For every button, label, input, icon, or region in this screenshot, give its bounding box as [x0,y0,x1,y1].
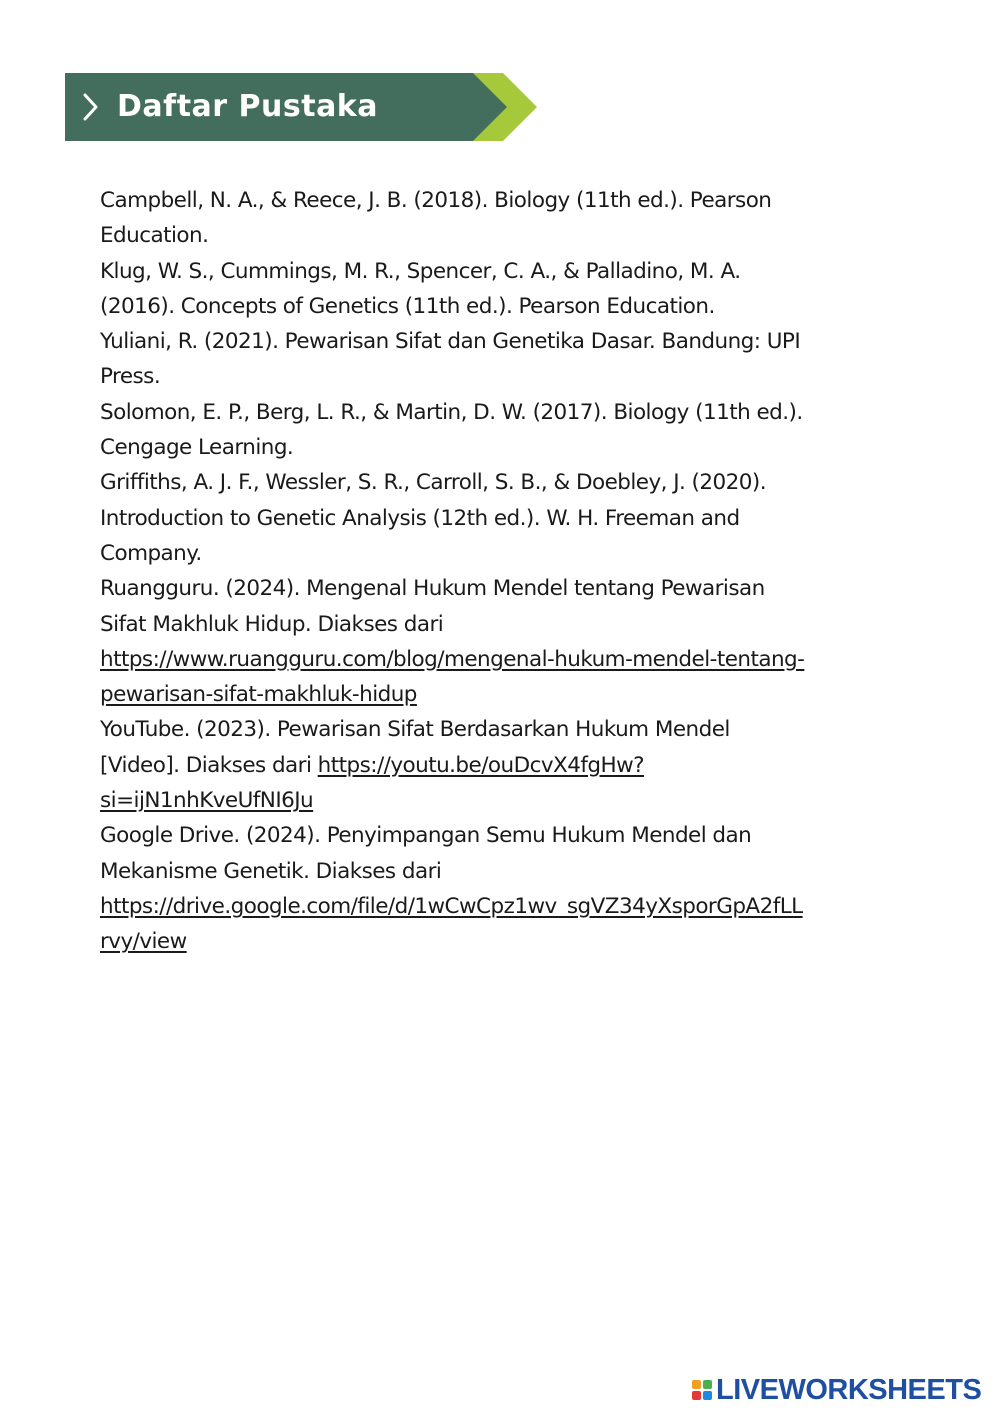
reference-line [100,183,900,218]
reference-text: Klug, W. S., Cummings, M. R., Spencer, C. A., & Palladino, M. A. [100,258,741,284]
reference-item [100,571,900,712]
reference-line [100,359,900,394]
reference-line [100,924,900,959]
reference-line [100,748,900,783]
liveworksheets-logo-icon [692,1380,712,1400]
reference-line [100,783,900,818]
brand-name: LIVEWORKSHEETS [716,1374,982,1406]
reference-text: Sifat Makhluk Hidup. Diakses dari [100,611,444,637]
reference-link[interactable]: si=ijN1nhKveUfNI6Ju [100,788,314,814]
reference-link[interactable]: pewarisan-sifat-makhluk-hidup [100,682,417,708]
reference-text: Yuliani, R. (2021). Pewarisan Sifat dan Genetika Dasar. Bandung: UPI [100,329,801,355]
page-title: Daftar Pustaka [117,89,379,124]
reference-text: [Video]. Diakses dari [100,752,318,778]
reference-text: (2016). Concepts of Genetics (11th ed.). Pearson Education. [100,293,715,319]
reference-text: Company. [100,540,202,566]
reference-line [100,642,900,677]
reference-item [100,465,900,571]
reference-line [100,254,900,289]
reference-text: Google Drive. (2024). Penyimpangan Semu Hukum Mendel dan [100,823,752,849]
reference-line [100,854,900,889]
reference-item [100,818,900,959]
reference-item [100,254,900,325]
chevron-right-icon [80,92,100,122]
reference-text: Education. [100,223,209,249]
reference-line [100,430,900,465]
reference-text: Campbell, N. A., & Reece, J. B. (2018). Biology (11th ed.). Pearson [100,188,772,213]
reference-line [100,465,900,500]
reference-line [100,818,900,853]
reference-text: Ruangguru. (2024). Mengenal Hukum Mendel tentang Pewarisan [100,576,765,602]
reference-line [100,536,900,571]
reference-text: Mekanisme Genetik. Diakses dari [100,858,442,884]
reference-link[interactable]: https://drive.google.com/file/d/1wCwCpz1wv_sgVZ34yXsporGpA2fLL [100,893,803,919]
reference-line [100,324,900,359]
reference-line [100,571,900,606]
reference-item [100,324,900,395]
reference-link[interactable]: https://youtu.be/ouDcvX4fgHw? [317,752,644,778]
reference-text: Solomon, E. P., Berg, L. R., & Martin, D. W. (2017). Biology (11th ed.). [100,399,803,425]
reference-text: Press. [100,364,161,390]
reference-text: YouTube. (2023). Pewarisan Sifat Berdasarkan Hukum Mendel [100,717,730,743]
reference-item [100,395,900,466]
reference-line [100,607,900,642]
reference-item [100,183,900,254]
reference-line [100,289,900,324]
reference-item [100,712,900,818]
reference-line [100,218,900,253]
reference-line [100,712,900,747]
reference-line [100,501,900,536]
reference-line [100,395,900,430]
reference-text: Griffiths, A. J. F., Wessler, S. R., Carroll, S. B., & Doebley, J. (2020). [100,470,767,496]
reference-text: Cengage Learning. [100,435,294,461]
reference-link[interactable]: https://www.ruangguru.com/blog/mengenal-hukum-mendel-tentang- [100,646,805,672]
reference-link[interactable]: rvy/view [100,929,187,955]
reference-list [100,183,900,960]
reference-line [100,889,900,924]
liveworksheets-logo [692,1376,981,1404]
reference-text: Introduction to Genetic Analysis (12th ed.). W. H. Freeman and [100,505,740,531]
reference-line [100,677,900,712]
